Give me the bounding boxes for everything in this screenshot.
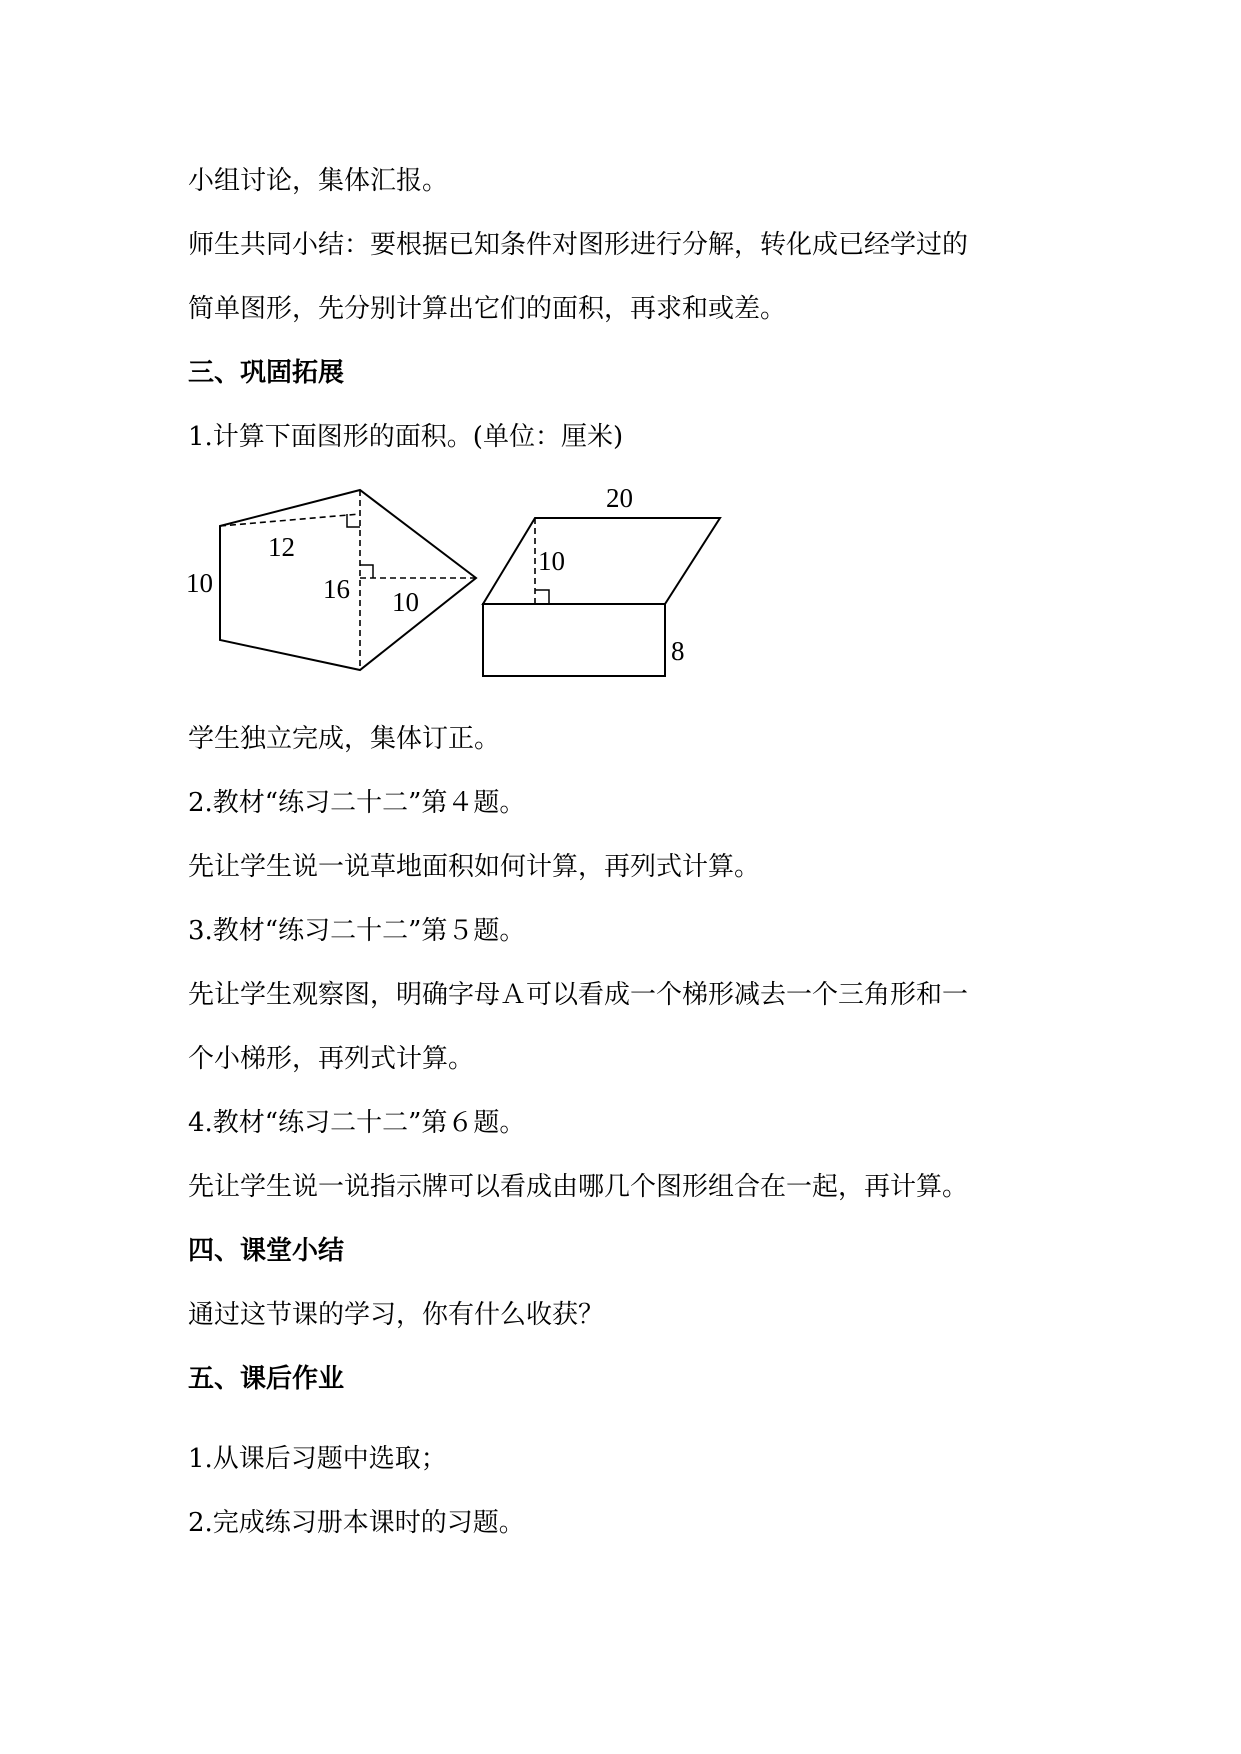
label-left-side: 10 (186, 568, 213, 598)
label-vertical-dashed: 16 (323, 574, 350, 604)
paragraph-signboard: 先让学生说一说指示牌可以看成由哪几个图形组合在一起，再计算。 (188, 1172, 969, 1202)
question-4: 4.教材“练习二十二”第６题。 (188, 1108, 526, 1138)
right-angle-mark-2 (360, 565, 373, 578)
label-top-dashed: 12 (268, 532, 295, 562)
paragraph-grass-area: 先让学生说一说草地面积如何计算，再列式计算。 (188, 852, 761, 882)
paragraph-summary-line2: 简单图形，先分别计算出它们的面积，再求和或差。 (188, 294, 787, 324)
homework-item-1: 1.从课后习题中选取； (188, 1444, 447, 1474)
area-figures (180, 480, 740, 710)
rectangle-shape (483, 604, 665, 676)
paragraph-summary-line1: 师生共同小结：要根据已知条件对图形进行分解，转化成已经学过的 (188, 230, 969, 260)
section-heading-4: 四、课堂小结 (188, 1236, 345, 1266)
homework-item-2: 2.完成练习册本课时的习题。 (188, 1508, 525, 1538)
right-angle-mark-1 (347, 514, 360, 527)
parallelogram-shape (483, 518, 720, 604)
paragraph-letter-a-line1: 先让学生观察图，明确字母Ａ可以看成一个梯形减去一个三角形和一 (188, 980, 969, 1010)
question-2: 2.教材“练习二十二”第４题。 (188, 788, 526, 818)
label-top-side: 20 (606, 483, 633, 513)
section-heading-5: 五、课后作业 (188, 1364, 345, 1394)
paragraph-discussion: 小组讨论，集体汇报。 (188, 166, 449, 196)
right-angle-mark-3 (535, 590, 549, 604)
paragraph-student-work: 学生独立完成，集体订正。 (188, 724, 501, 754)
question-3: 3.教材“练习二十二”第５题。 (188, 916, 526, 946)
question-1: 1.计算下面图形的面积。(单位：厘米) (188, 422, 624, 452)
section-heading-3: 三、巩固拓展 (188, 358, 345, 388)
paragraph-letter-a-line2: 个小梯形，再列式计算。 (188, 1044, 475, 1074)
label-rect-side: 8 (671, 636, 685, 666)
label-height: 10 (538, 546, 565, 576)
label-right-dashed: 10 (392, 587, 419, 617)
paragraph-reflection: 通过这节课的学习，你有什么收获？ (188, 1300, 605, 1330)
